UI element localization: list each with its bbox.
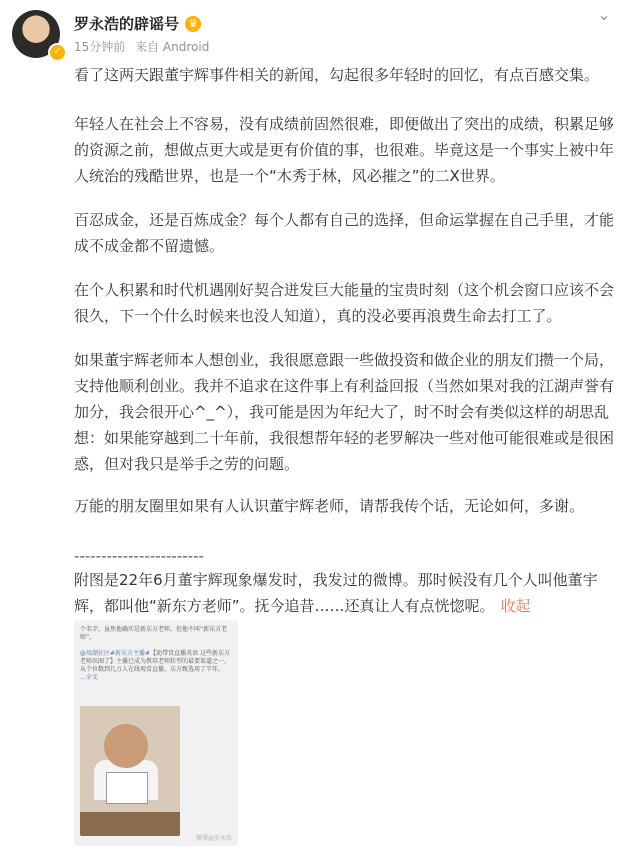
chevron-down-icon[interactable]: ⌄ [597,5,611,24]
attached-body: @用湖社区#新东方主播#【助带货直播英语 这些新东方老师出圈了】主播已成为教培老师转型的最要渠道之一，从个位数到几万人在线观看直播，东方甄选用了半年。 [80,650,231,673]
author-row [74,13,201,34]
attached-link: @用湖社区#新东方主播# [80,650,151,657]
paragraph: 年轻人在社会上不容易，没有成绩前固然很难，即便做出了突出的成绩，积累足够的资源之前，想做点更大或是更有价值的事，也很难。毕竟这是一个事实上被中年人统治的残酷世界，也是一个“木秀于林，风必摧之”的二X世界。 [74,115,615,185]
paragraph: 看了这两天跟董宇辉事件相关的新闻，勾起很多年轻时的回忆，有点百感交集。 [74,66,600,84]
footnote [74,567,614,619]
table [80,812,180,836]
board [106,772,148,804]
attached-more: ...全文 [80,674,98,681]
post-time: 15分钟前 [74,40,126,54]
post-source: 来自 Android [135,40,210,54]
post-header [0,0,629,62]
paragraph: 万能的朋友圈里如果有人认识董宇辉老师，请帮我传个话，无论如何，多谢。 [74,497,585,515]
footnote-text: 附图是22年6月董宇辉现象爆发时，我发过的微博。那时候没有几个人叫他董宇辉，都叫他“新东方老师”。抚今追昔……还真让人有点恍惚呢。 [74,571,598,615]
attached-post-text [80,626,232,682]
verified-badge-icon: ✓ [48,43,67,62]
person-head [104,724,148,768]
post-meta [74,38,215,55]
attached-image[interactable] [74,620,238,846]
paragraph: 如果董宇辉老师本人想创业，我很愿意跟一些做投资和做企业的朋友们攒一个局，支持他顺利创业。我并不追求在这件事上有利益回报（当然如果对我的江湖声誉有加分，我会很开心^_^），我可能是因为年纪大了，时不时会有类似这样的胡思乱想：如果能穿越到二十年前，我很想帮年轻的老罗解决一些对他可能很难或是很困惑，但对我只是举手之劳的问题。 [74,351,615,473]
collapse-button[interactable]: 收起 [500,597,531,615]
watermark: 微博@罗永浩 [195,835,232,842]
paragraph: 在个人积累和时代机遇刚好契合迸发巨大能量的宝贵时刻（这个机会窗口应该不会很久，下一个什么时候来也没人知道），真的没必要再浪费生命去打工了。 [74,281,615,325]
separator: ------------------------ [74,547,204,565]
crown-badge-icon[interactable]: ♛ [185,16,201,32]
attached-line: 个名字，虽然他确实是新东方老师，但他不叫“新东方老师”。 [80,626,228,641]
paragraph: 百忍成金，还是百炼成金？每个人都有自己的选择，但命运掌握在自己手里，才能成不成金都不留遗憾。 [74,211,615,255]
author-name[interactable]: 罗永浩的辟谣号 [74,15,180,33]
attached-video-thumbnail [80,706,180,836]
